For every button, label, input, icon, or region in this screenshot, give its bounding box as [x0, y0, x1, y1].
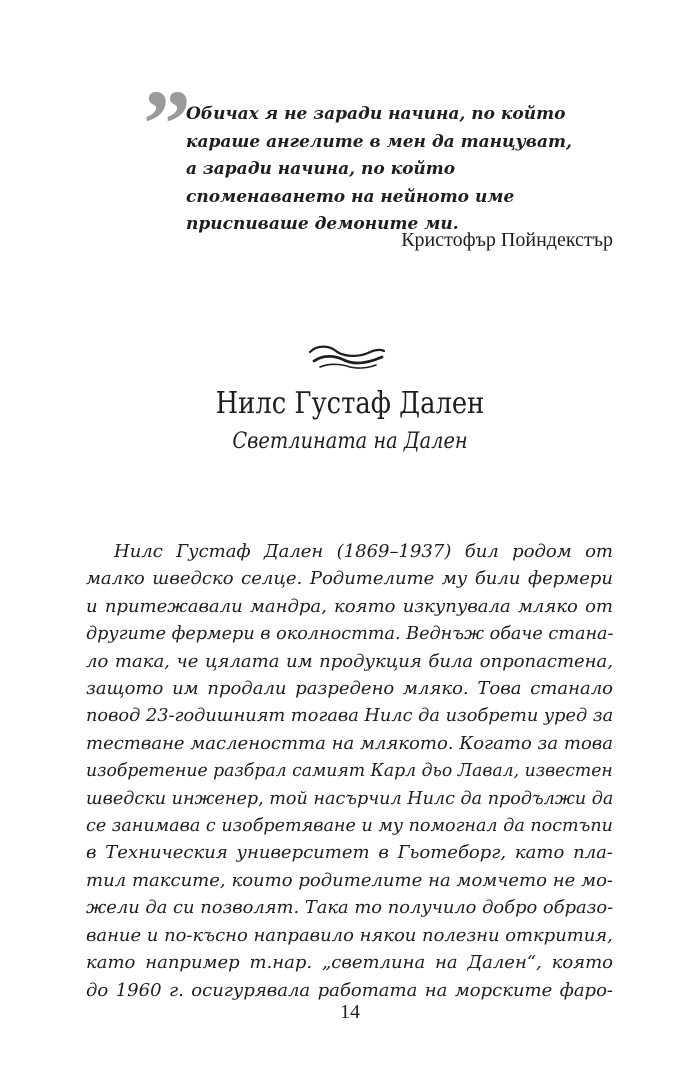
epigraph-quote-mark-icon: ” [143, 70, 191, 177]
body-line: до 1960 г. осигурявала работата на морските фаро- [86, 979, 613, 1001]
body-line: изобретение разбрал самият Карл дьо Лавал, известен [86, 760, 613, 782]
body-line: другите фермери в околността. Веднъж обаче стана- [86, 623, 614, 645]
body-text [86, 538, 613, 1004]
epigraph-line: споменаването на нейното име [186, 186, 515, 207]
body-line: защото им продали разредено мляко. Това станало [86, 678, 613, 700]
body-line: жели да си позволят. Така то получило добро образо- [86, 897, 614, 919]
epigraph-line: Обичах я не заради начина, по който [186, 104, 566, 124]
epigraph-line: приспиваше демоните ми. [186, 214, 459, 234]
body-line: и притежавали мандра, която изкупувала мляко от [86, 595, 613, 617]
body-line: тил таксите, които родителите на момчето не мо- [86, 869, 613, 891]
body-line: като например т.нар. „светлина на Дален“, която [86, 952, 613, 974]
body-line: шведски инженер, той насърчил Нилс да продължи да [86, 787, 614, 809]
body-line: се занимава с изобретяване и му помогнал да постъпи [86, 815, 613, 837]
epigraph-line: а заради начина, по който [186, 159, 456, 179]
chapter-title: Нилс Густаф Дален [215, 386, 485, 421]
body-line: Нилс Густаф Дален (1869–1937) бил родом от [114, 541, 613, 562]
body-line: в Техническия университет в Гьотеборг, като пла- [86, 842, 613, 864]
epigraph [186, 101, 646, 239]
body-line: малко шведско селце. Родителите му били фермери [86, 568, 613, 590]
chapter-subtitle: Светлината на Дален [232, 429, 468, 454]
page-number: 14 [340, 1001, 360, 1023]
body-line: повод 23-годишният тогава Нилс да изобрети уред за [86, 705, 614, 727]
body-line: ло така, че цялата им продукция била опропастена, [86, 650, 613, 672]
body-line: тестване маслеността на млякото. Когато за това [86, 732, 613, 754]
epigraph-author: Кристофър Пойндекстър [401, 229, 613, 251]
body-line: вание и по-късно направило някои полезни открития, [86, 924, 613, 946]
epigraph-line: караше ангелите в мен да танцуват, [186, 131, 572, 152]
flourish-ornament-icon [306, 342, 386, 372]
